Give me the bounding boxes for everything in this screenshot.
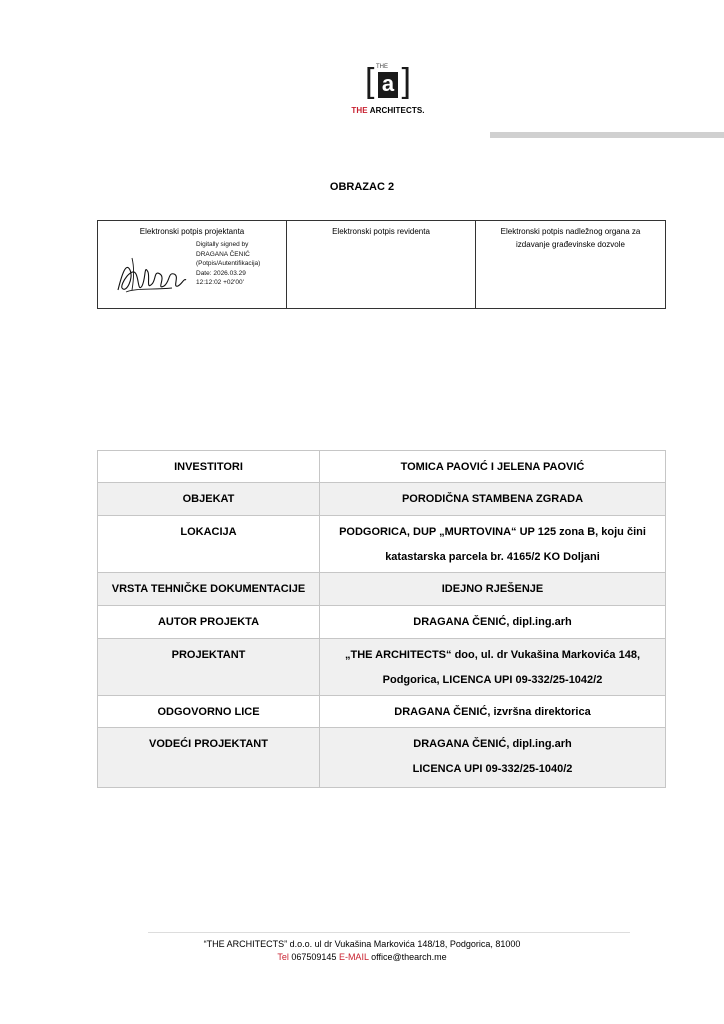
info-label: VODEĆI PROJEKTANT [98,728,320,788]
info-row [98,573,666,606]
info-value [320,639,666,696]
footer-tel-label: Tel [277,952,289,962]
authority-signature-header-line2: izdavanje građevinske dozvole [516,240,625,249]
info-label: PROJEKTANT [98,639,320,696]
footer-email-value[interactable]: office@thearch.me [368,952,447,962]
info-value [320,573,666,606]
designer-signature-cell [98,221,287,309]
sig-line-signed-by: Digitally signed by [196,241,249,248]
sig-line-date: Date: 2026.03.29 [196,269,246,277]
page-footer [0,938,724,964]
footer-email-label: E-MAIL [338,952,369,962]
info-value [320,696,666,728]
footer-contact [0,951,724,964]
logo-letter: a [378,72,398,98]
info-label: OBJEKAT [98,483,320,516]
info-label: ODGOVORNO LICE [98,696,320,728]
info-value-line: DRAGANA ČENIĆ, dipl.ing.arh [413,738,572,750]
info-value-line: Podgorica, LICENCA UPI 09-332/25-1042/2 [382,674,603,686]
info-value-line: LICENCA UPI 09-332/25-1040/2 [412,763,573,775]
sig-line-purpose: (Potpis/Autentifikacija) [196,260,261,267]
digital-signature-text [196,240,260,288]
info-value-line: katastarska parcela br. 4165/2 KO Doljani [385,551,600,563]
footer-address: “THE ARCHITECTS” d.o.o. ul dr Vukašina Markovića 148/18, Podgorica, 81000 [203,939,521,949]
reviewer-signature-header: Elektronski potpis revidenta [332,227,430,236]
info-row [98,451,666,483]
info-value [320,728,666,788]
info-row [98,483,666,516]
signature-table [97,220,666,309]
info-label: AUTOR PROJEKTA [98,606,320,639]
header-divider-bar [490,132,724,138]
info-value [320,606,666,639]
info-row [98,696,666,728]
info-value-line: „THE ARCHITECTS“ doo, ul. dr Vukašina Markovića 148, [344,649,641,661]
logo-bracket-left: [ [365,62,375,100]
footer-divider [148,932,630,933]
logo-mark [364,62,412,102]
company-logo [341,58,435,122]
info-row [98,516,666,573]
reviewer-signature-cell [287,221,476,309]
info-value-line: DRAGANA ČENIĆ, izvršna direktorica [394,706,591,718]
info-label: LOKACIJA [98,516,320,573]
info-value [320,483,666,516]
project-info-body [98,451,666,788]
info-label: VRSTA TEHNIČKE DOKUMENTACIJE [98,573,320,606]
authority-signature-header-line1: Elektronski potpis nadležnog organa za [500,227,641,236]
info-value-line: PORODIČNA STAMBENA ZGRADA [401,493,584,505]
logo-wordmark [341,106,435,115]
info-value-line: TOMICA PAOVIĆ I JELENA PAOVIĆ [400,461,585,473]
authority-signature-cell [476,221,666,309]
sig-line-name: DRAGANA ČENIĆ [196,250,250,258]
logo-wordmark-red: THE [351,106,368,115]
info-value-line: DRAGANA ČENIĆ, dipl.ing.arh [413,616,572,628]
info-label: INVESTITORI [98,451,320,483]
logo-bracket-right: ] [401,62,411,100]
logo-the-small: THE [376,64,388,70]
info-row [98,728,666,788]
form-title: OBRAZAC 2 [329,181,395,193]
info-row [98,639,666,696]
digital-signature-block[interactable] [102,240,282,304]
project-info-table [97,450,666,788]
info-value-line: PODGORICA, DUP „MURTOVINA“ UP 125 zona B, koju čini [339,526,646,538]
info-value-line: IDEJNO RJEŠENJE [441,583,544,595]
logo-wordmark-rest: ARCHITECTS. [367,106,425,115]
info-row [98,606,666,639]
designer-signature-header: Elektronski potpis projektanta [139,227,245,236]
info-value [320,516,666,573]
sig-line-time: 12:12:02 +02'00' [196,279,244,286]
info-value [320,451,666,483]
handwritten-signature-image [112,244,190,300]
footer-tel-value: 067509145 [288,952,339,962]
